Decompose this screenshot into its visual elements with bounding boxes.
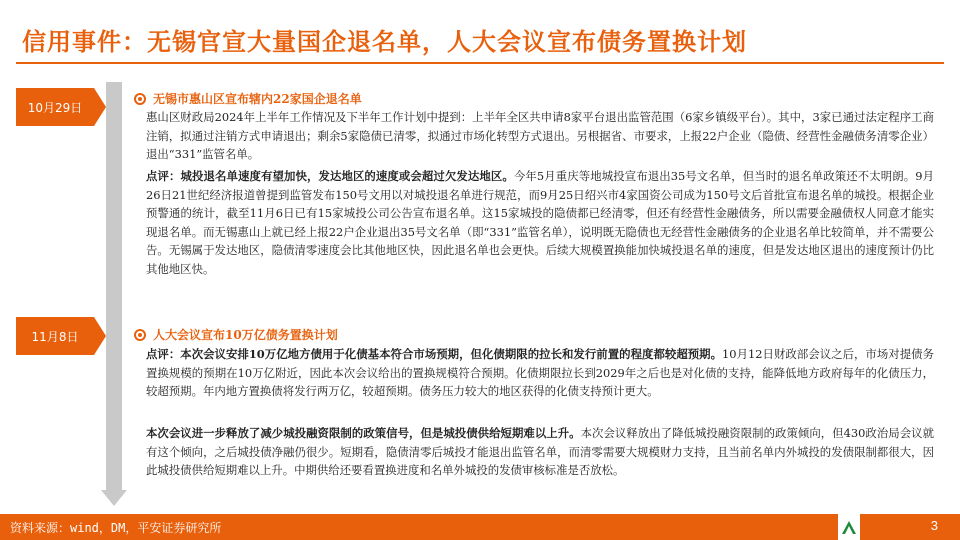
date-pointer-icon [94, 317, 106, 355]
paragraph-text: 本次会议释放出了降低城投融资限制的政策倾向，但430政治局会议就有这个倾向，之后城投债净融仍很少。短期看，隐债清零后城投才能退出监管名单，而清零需要大规模财力支持，且当前名单内外城投的发债限制都很大，因此城投债供给短期难以上升。中期供给还要看置换进度和名单外城投的发债审核标准是否放松。 [146, 426, 934, 478]
paragraph-text: 今年5月重庆等地城投宣布退出35号文名单，但当时的退名单政策还不太明朗。9月26日21世纪经济报道曾提到监管发布150号文用以对城投退名单进行规范，而9月25日绍兴市4家国资公司成为150号文后首批宣布退名单的城投。根据企业预警通的统计，截至11月6日已有15家城投公司公告宣布退名单。这15家城投的隐债都已经清零，但还有经营性金融债务，所以需要金融债权人同意才能实现退名单。而无锡惠山上就已经上报22户企业退出35号文名单（即“331”监管名单），说明既无隐债也无经营性金融债务的企业退名单比较简单，并不需要公告。无锡属于发达地区，隐债清零速度会比其他地区快，因此退名单也会更快。后续大规模置换能加快城投退名单的速度，但是发达地区退出的速度预计仍比其他地区快。 [146, 169, 934, 276]
paragraph-lead: 本次会议进一步释放了减少城投融资限制的政策信号，但是城投债供给短期难以上升。 [146, 426, 581, 440]
paragraph-lead: 点评：本次会议安排10万亿地方债用于化债基本符合市场预期，但化债期限的拉长和发行前置的程度都较超预期。 [146, 347, 723, 361]
timeline-bar [106, 82, 122, 492]
title-divider [16, 62, 944, 64]
target-icon [134, 93, 146, 105]
event-paragraph [146, 345, 934, 401]
logo-mark [838, 514, 860, 540]
timeline-arrow-icon [101, 490, 127, 506]
event-heading-text: 人大会议宣布10万亿债务置换计划 [153, 328, 338, 342]
event-heading-text: 无锡市惠山区宣布辖内22家国企退名单 [153, 92, 362, 106]
date-pointer-icon [94, 88, 106, 126]
date-badge-nov8: 11月8日 [16, 317, 94, 355]
event-heading-npc [134, 326, 338, 343]
page-title: 信用事件：无锡官宣大量国企退名单，人大会议宣布债务置换计划 [22, 27, 747, 56]
paragraph-text: 惠山区财政局2024年上半年工作情况及下半年工作计划中提到：上半年全区共申请8家平台退出监管范围（6家乡镇级平台）。其中，3家已通过法定程序工商注销，拟通过注销方式申请退出；剩余5家隐债已清零，拟通过市场化转型方式退出。另根据省、市要求，上报22户企业（隐债、经营性金融债务清零企业）退出“331”监管名单。 [146, 110, 934, 162]
footer-bar [0, 514, 960, 540]
event-paragraph [146, 108, 934, 164]
event-paragraph [146, 424, 934, 480]
paragraph-lead: 点评：城投退名单速度有望加快，发达地区的速度或会超过欠发达地区。 [146, 169, 514, 183]
date-badge-oct29: 10月29日 [16, 88, 94, 126]
event-paragraph [146, 167, 934, 279]
target-icon [134, 329, 146, 341]
page-number: 3 [930, 518, 938, 533]
source-note: 资料来源：wind，DM，平安证券研究所 [10, 521, 222, 535]
event-heading-wuxi [134, 90, 362, 107]
paragraph-text: 10月12日财政部会议之后，市场对提债务置换规模的预期在10万亿附近，因此本次会议给出的置换规模符合预期。化债期限拉长到2029年之后也是对化债的支持，能降低地方政府每年的化债压力，较超预期。年内地方置换债将发行两万亿，较超预期。债务压力较大的地区获得的化债支持预计更大。 [146, 347, 934, 399]
